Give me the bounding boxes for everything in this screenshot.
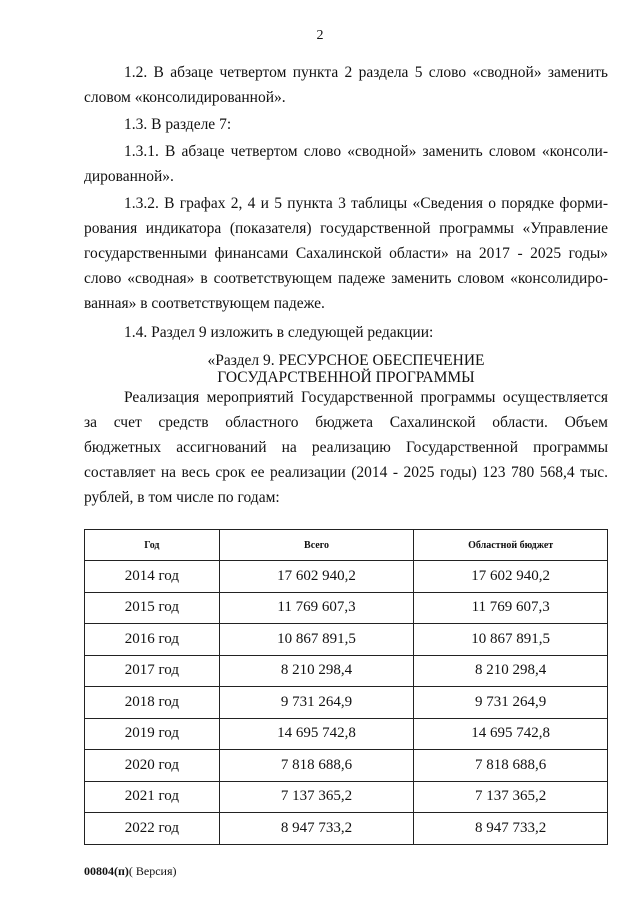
- cell-year: 2015 год: [85, 592, 220, 624]
- cell-year: 2022 год: [85, 813, 220, 845]
- funding-paragraph: [84, 385, 608, 510]
- cell-year: 2017 год: [85, 655, 220, 687]
- cell-year: 2016 год: [85, 624, 220, 656]
- table-row: [85, 687, 608, 719]
- paragraph-1-4: [84, 320, 608, 345]
- table-row: [85, 813, 608, 845]
- text-line: слово «сводная» в соответствующем падеже заменить словом «консолидиро-: [84, 270, 608, 287]
- document-version: ( Версия): [128, 864, 177, 878]
- document-code: 00804(п): [84, 864, 129, 878]
- text-line: 1.3.1. В абзаце четвертом слово «сводной» заменить словом «консоли-: [124, 143, 608, 160]
- text-line: рования индикатора (показателя) государственной программы «Управление: [84, 220, 608, 237]
- cell-total: 8 947 733,2: [219, 813, 414, 845]
- table-row: [85, 718, 608, 750]
- header-total: Всего: [219, 530, 414, 561]
- cell-total: 10 867 891,5: [219, 624, 414, 656]
- cell-year: 2021 год: [85, 781, 220, 813]
- cell-regional-budget: 9 731 264,9: [414, 687, 608, 719]
- cell-regional-budget: 17 602 940,2: [414, 561, 608, 593]
- cell-total: 7 137 365,2: [219, 781, 414, 813]
- text-line: за счет средств областного бюджета Сахалинской области. Объем: [84, 414, 608, 431]
- section-heading: [84, 352, 608, 386]
- cell-total: 14 695 742,8: [219, 718, 414, 750]
- funding-table: [84, 529, 608, 845]
- cell-year: 2014 год: [85, 561, 220, 593]
- cell-year: 2018 год: [85, 687, 220, 719]
- text-line: государственными финансами Сахалинской области» на 2017 - 2025 годы»: [84, 245, 608, 262]
- table-row: [85, 750, 608, 782]
- cell-regional-budget: 7 137 365,2: [414, 781, 608, 813]
- page-number: 2: [316, 28, 324, 43]
- table-row: [85, 561, 608, 593]
- text-line: Реализация мероприятий Государственной программы осуществляется: [124, 389, 608, 406]
- text-line: дированной».: [84, 168, 174, 185]
- text-line: составляет на весь срок ее реализации (2014 - 2025 годы) 123 780 568,4 тыс.: [84, 464, 608, 481]
- paragraph-1-3-2: [84, 191, 608, 316]
- cell-regional-budget: 8 210 298,4: [414, 655, 608, 687]
- cell-regional-budget: 11 769 607,3: [414, 592, 608, 624]
- cell-total: 7 818 688,6: [219, 750, 414, 782]
- text-line: 1.4. Раздел 9 изложить в следующей редакции:: [124, 324, 434, 341]
- cell-regional-budget: 8 947 733,2: [414, 813, 608, 845]
- table-row: [85, 655, 608, 687]
- cell-year: 2019 год: [85, 718, 220, 750]
- heading-line: ГОСУДАРСТВЕННОЙ ПРОГРАММЫ: [217, 369, 475, 386]
- text-line: рублей, в том числе по годам:: [84, 489, 280, 506]
- text-line: 1.3.2. В графах 2, 4 и 5 пункта 3 таблицы «Сведения о порядке форми-: [124, 195, 608, 212]
- cell-total: 8 210 298,4: [219, 655, 414, 687]
- cell-total: 17 602 940,2: [219, 561, 414, 593]
- table-row: [85, 781, 608, 813]
- cell-year: 2020 год: [85, 750, 220, 782]
- paragraph-1-3: [84, 112, 608, 137]
- table-row: [85, 592, 608, 624]
- paragraph-1-2: [84, 60, 608, 110]
- paragraph-1-3-1: [84, 139, 608, 189]
- cell-total: 9 731 264,9: [219, 687, 414, 719]
- text-line: бюджетных ассигнований на реализацию Государственной программы: [84, 439, 608, 456]
- text-line: ванная» в соответствующем падеже.: [84, 295, 325, 312]
- header-regional-budget: Областной бюджет: [414, 530, 608, 561]
- cell-regional-budget: 10 867 891,5: [414, 624, 608, 656]
- heading-line: «Раздел 9. РЕСУРСНОЕ ОБЕСПЕЧЕНИЕ: [207, 352, 485, 369]
- text-line: 1.3. В разделе 7:: [124, 116, 232, 133]
- document-footer: [84, 864, 177, 879]
- table-header-row: [85, 530, 608, 561]
- cell-regional-budget: 7 818 688,6: [414, 750, 608, 782]
- table-row: [85, 624, 608, 656]
- cell-total: 11 769 607,3: [219, 592, 414, 624]
- text-line: словом «консолидированной».: [84, 89, 286, 106]
- text-line: 1.2. В абзаце четвертом пункта 2 раздела 5 слово «сводной» заменить: [124, 64, 608, 81]
- cell-regional-budget: 14 695 742,8: [414, 718, 608, 750]
- header-year: Год: [85, 530, 220, 561]
